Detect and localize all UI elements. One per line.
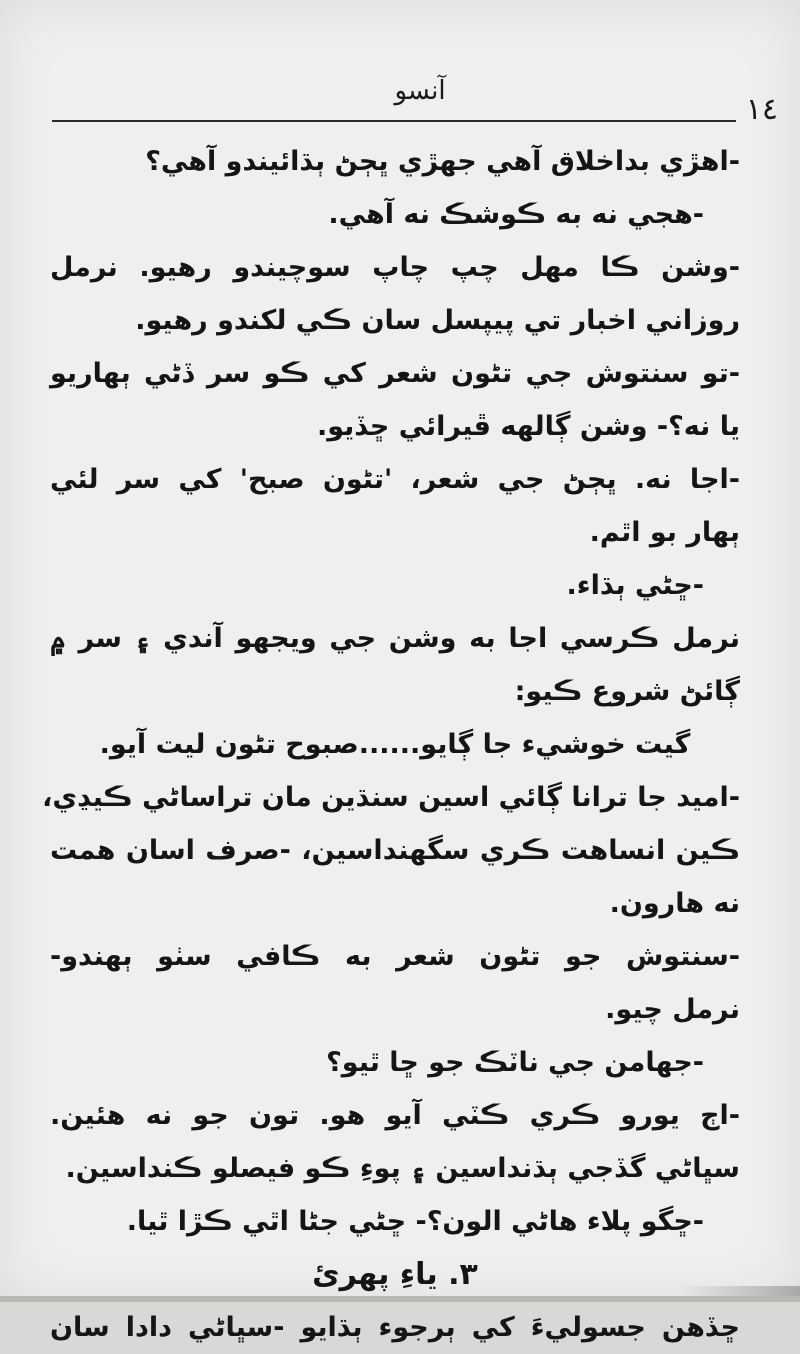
- text-line: -هجي نه به ڪوشڪ نه آهي.: [328, 199, 704, 230]
- running-title: آنسو: [394, 76, 446, 106]
- page-number: ١٤: [745, 92, 778, 127]
- text-line: -وشن ڪا مهل چپ چاپ سوچيندو رهيو. نرمل: [50, 252, 740, 283]
- text-line: ڇڏهن جسوليءَ کي ٻرجوء ٻڌايو -سڀاڻي دادا سان: [50, 1312, 740, 1343]
- text-line: ڪين انساهت ڪري سگهنداسين، -صرف اسان همت: [50, 835, 740, 866]
- section-heading: ٣. ياءِ پهرئ: [312, 1257, 478, 1292]
- text-line: -ڇگو پلاء هاڻي الون؟- ڇڻي جڻا اٿي ڪڙا ٿيا.: [126, 1206, 704, 1237]
- text-line: يا نه؟- وشن ڳالهه ڦيرائي ڇڏيو.: [316, 411, 740, 442]
- text-line: -اهڙي بداخلاق آهي جهڙي ڀڄڻ ٻڌائيندو آهي؟: [145, 146, 740, 177]
- text-line: -اميد جا ترانا ڳائي اسين سنڌين مان تراساڻي ڪيڍي،: [42, 782, 740, 813]
- text-line: گيت خوشيء جا ڳايو......صبوح تڻون ليت آيو.: [99, 729, 691, 760]
- text-line: -ڇڻي ٻڌاء.: [566, 570, 704, 601]
- body-text: [42, 135, 740, 1354]
- text-line: نه هارون.: [609, 888, 740, 919]
- text-line: -اڄ يورو ڪري ڪٽي آيو هو. تون جو نه هئين.: [50, 1100, 740, 1131]
- text-line: نرمل ڪرسي اجا به وشن جي ويجهو آندي ۽ سر ۾: [50, 623, 740, 654]
- text-line: روزاني اخبار تي پيپسل سان ڪي لکندو رهيو.: [135, 305, 740, 336]
- text-line: ڳائڻ شروع ڪيو:: [514, 676, 740, 707]
- text-line: -جهامن جي ناٽڪ جو ڇا ٿيو؟: [326, 1047, 704, 1078]
- text-line: -تو سنتوش جي تڻون شعر کي ڪو سر ڏڻي ٻهاريو: [50, 358, 740, 389]
- text-line: نرمل چيو.: [605, 994, 740, 1025]
- page-edge: [0, 1296, 800, 1302]
- page-header: [0, 62, 800, 127]
- text-line: -اجا نه. ڀڄڻ جي شعر، 'تڻون صبح' کي سر لئي: [50, 464, 740, 495]
- text-line: -سنتوش جو تڻون شعر به ڪافي سٺو ٻهندو-: [50, 941, 740, 972]
- header-rule: [52, 120, 736, 122]
- text-line: ٻهار بو اٿم.: [589, 517, 740, 548]
- text-line: سڀاڻي گڏجي ٻڌنداسين ۽ پوءِ ڪو فيصلو ڪنداسين.: [65, 1153, 740, 1184]
